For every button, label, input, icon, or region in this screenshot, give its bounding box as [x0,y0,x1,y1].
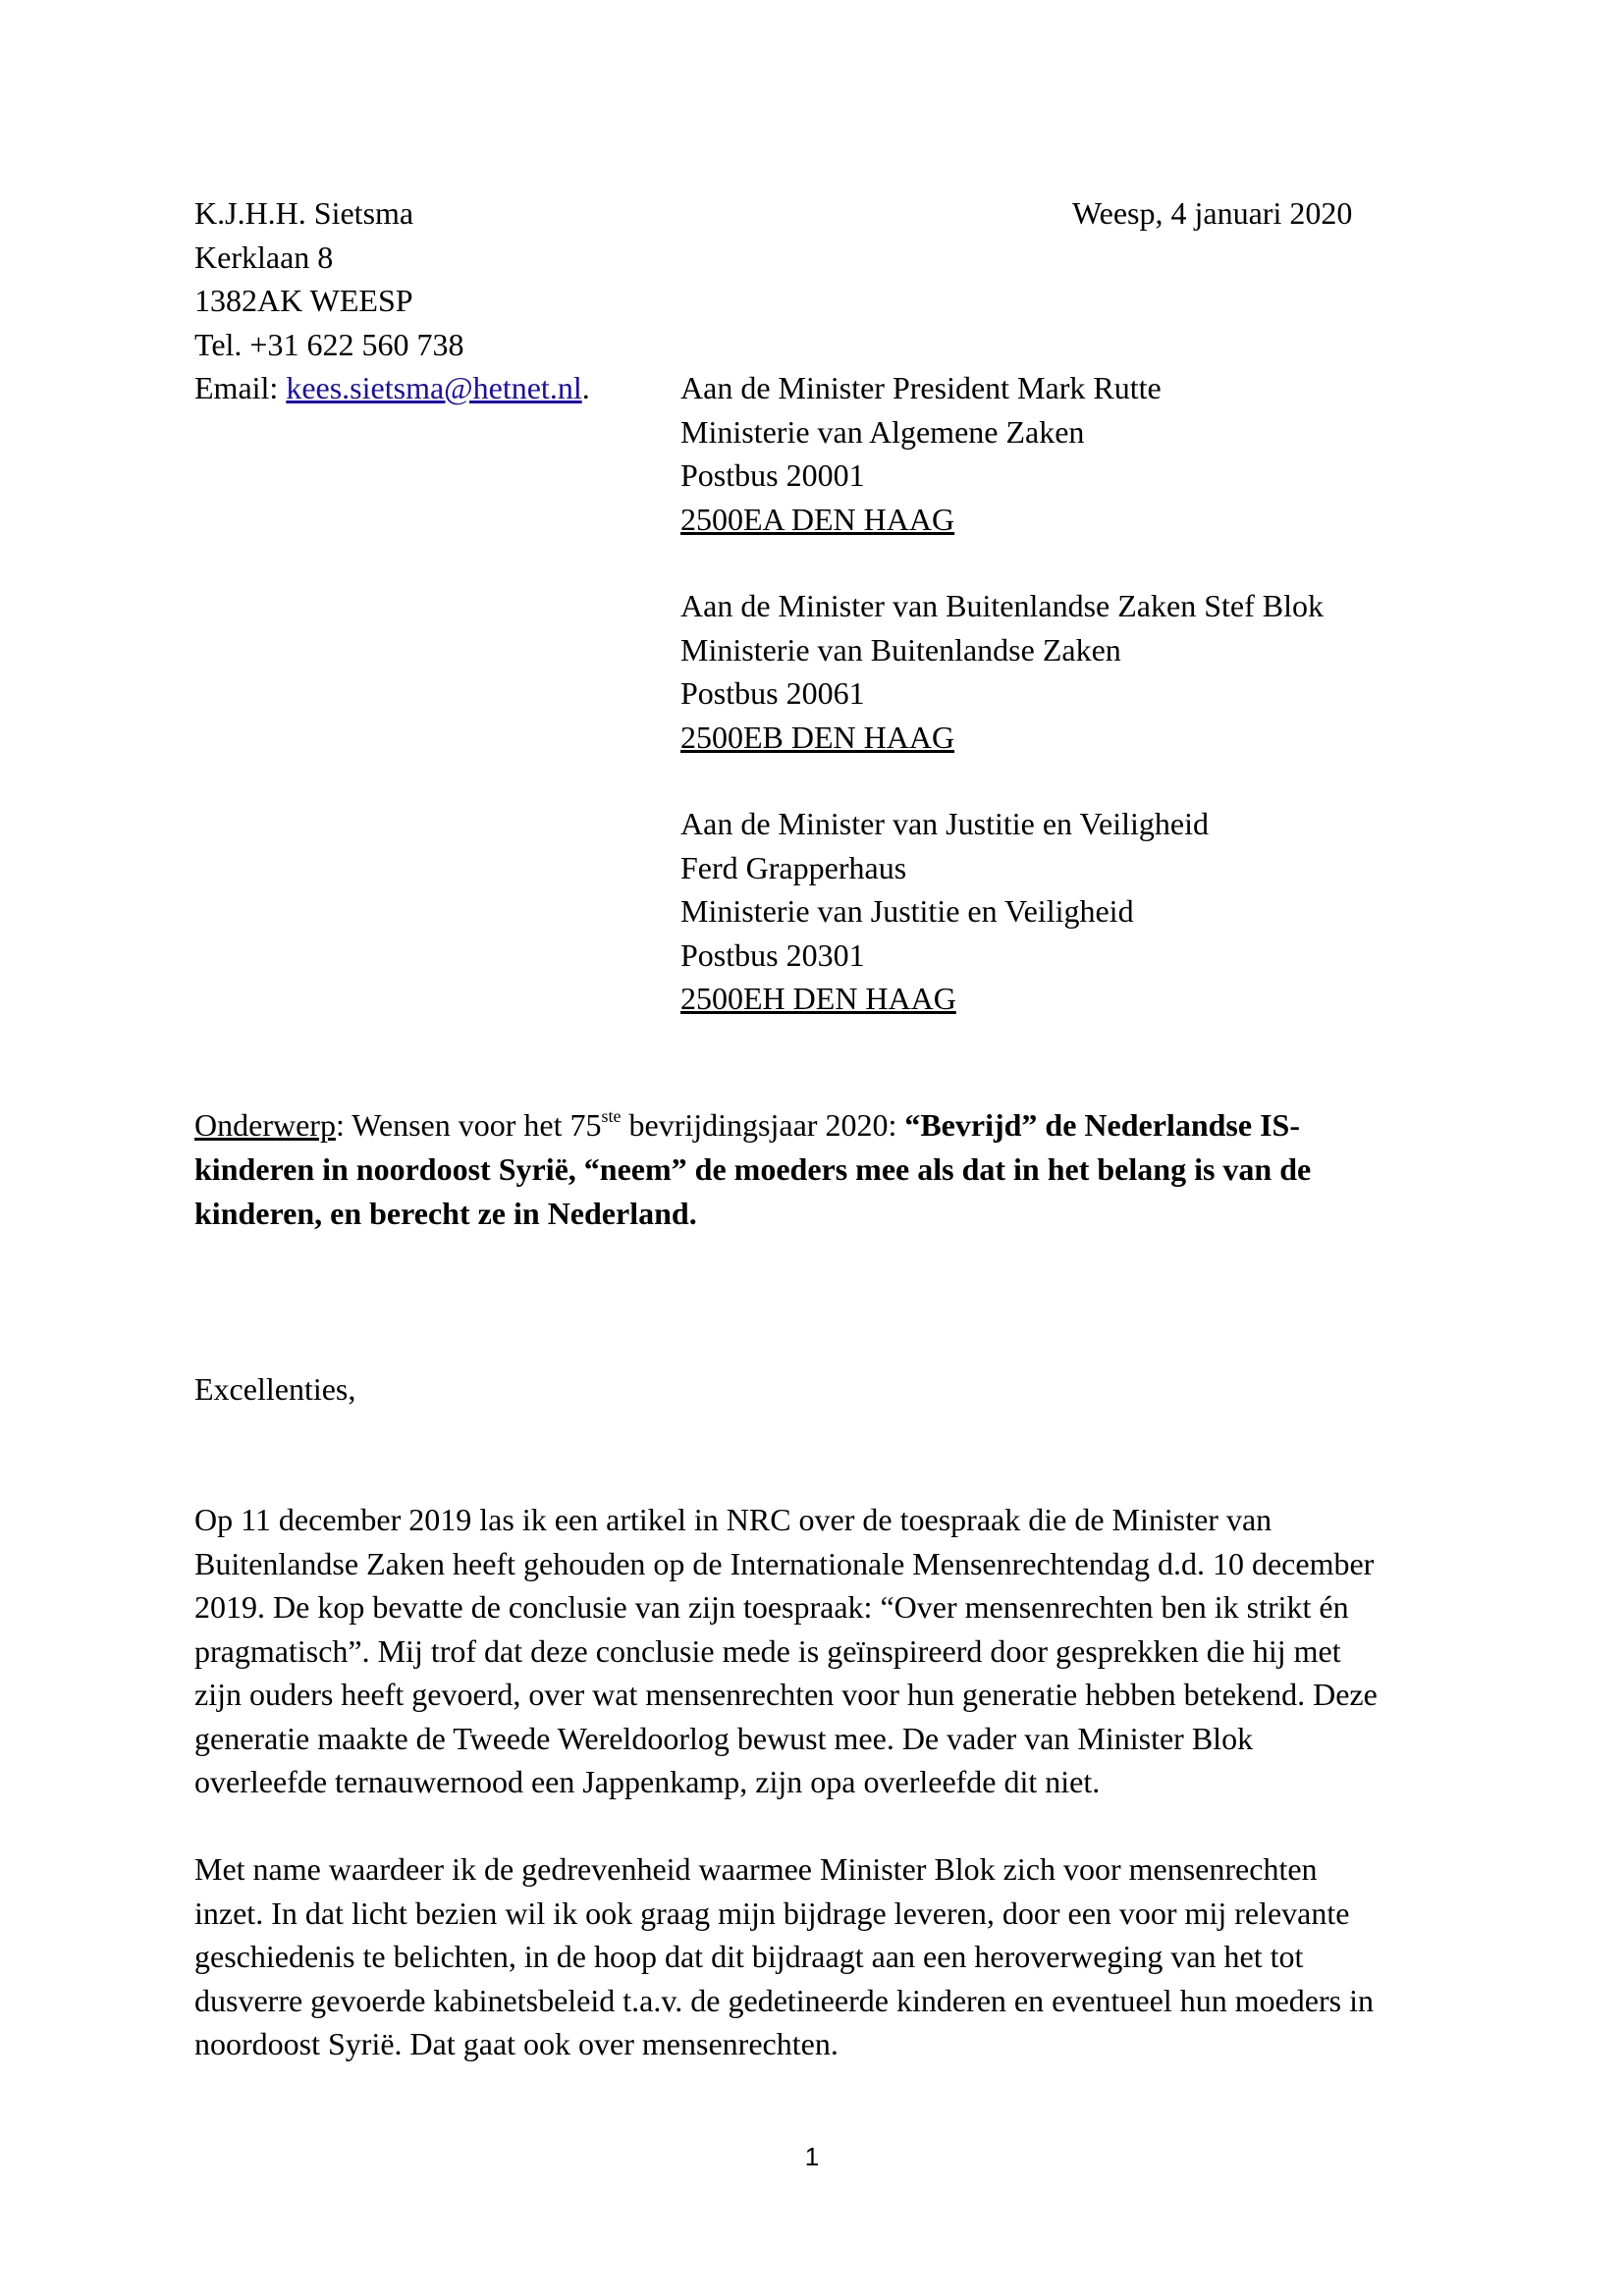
recipients-block [680,366,1324,1064]
body-paragraph-2 [194,1847,1461,2066]
sender-email-link[interactable]: kees.sietsma@hetnet.nl [286,370,582,405]
recipient-postal: 2500EH DEN HAAG [680,981,956,1016]
paragraph-line: dusverre gevoerde kabinetsbeleid t.a.v. de gedetineerde kinderen en eventueel hun moeders in [194,1982,1374,2018]
sender-block [194,191,590,410]
sender-name: K.J.H.H. Sietsma [194,195,414,231]
recipient-line: Ministerie van Buitenlandse Zaken [680,631,1121,667]
recipient-line: Ministerie van Justitie en Veiligheid [680,893,1134,929]
recipient-line: Aan de Minister van Justitie en Veiligheid [680,806,1209,841]
subject-superscript: ste [601,1106,622,1126]
subject-label: Onderwerp [194,1107,336,1143]
sender-phone: Tel. +31 622 560 738 [194,326,464,362]
paragraph-line: noordoost Syrië. Dat gaat ook over mensenrechten. [194,2026,839,2061]
paragraph-line: Buitenlandse Zaken heeft gehouden op de Internationale Mensenrechtendag d.d. 10 december [194,1545,1375,1581]
paragraph-line: inzet. In dat licht bezien wil ik ook graag mijn bijdrage leveren, door een voor mij relevante [194,1895,1350,1931]
paragraph-line: overleefde ternauwernood een Jappenkamp, zijn opa overleefde dit niet. [194,1764,1101,1799]
subject-bold-line2: kinderen in noordoost Syrië, “neem” de moeders mee als dat in het belang is van de [194,1151,1312,1187]
subject-bold-line1: “Bevrijd” de Nederlandse IS- [904,1107,1300,1143]
subject-mid: bevrijdingsjaar 2020: [621,1107,905,1143]
recipient-line: Ferd Grapperhaus [680,849,907,885]
recipient-line: Ministerie van Algemene Zaken [680,413,1085,450]
paragraph-line: Op 11 december 2019 las ik een artikel in NRC over de toespraak die de Minister van [194,1502,1272,1537]
sender-email-suffix: . [581,370,590,405]
recipient-prime-minister [680,366,1324,541]
paragraph-line: zijn ouders heeft gevoerd, over wat mensenrechten voor hun generatie hebben betekend. Deze [194,1677,1378,1712]
paragraph-line: generatie maakte de Tweede Wereldoorlog bewust mee. De vader van Minister Blok [194,1720,1254,1756]
sender-email-line [194,366,590,410]
letter-date: Weesp, 4 januari 2020 [1072,195,1353,231]
recipient-foreign-affairs [680,584,1324,759]
body-paragraph-1 [194,1498,1461,1804]
page-number: 1 [804,2142,820,2171]
sender-street: Kerklaan 8 [194,239,334,275]
recipient-line: Postbus 20301 [680,936,865,973]
subject-bold-line3: kinderen, en berecht ze in Nederland. [194,1196,697,1231]
subject-block [194,1103,1432,1236]
recipient-line: Postbus 20061 [680,675,865,711]
paragraph-line: Met name waardeer ik de gedrevenheid waarmee Minister Blok zich voor mensenrechten [194,1851,1318,1887]
paragraph-line: geschiedenis te belichten, in de hoop dat dit bijdraagt aan een heroverweging van het tot [194,1939,1304,1974]
paragraph-line: pragmatisch”. Mij trof dat deze conclusie mede is geïnspireerd door gesprekken die hij met [194,1632,1341,1669]
recipient-line: Postbus 20001 [680,457,865,493]
subject-colon: : [335,1107,352,1143]
salutation: Excellenties, [194,1371,356,1407]
sender-city: 1382AK WEESP [194,283,413,318]
recipient-postal: 2500EB DEN HAAG [680,719,955,755]
subject-prefix: Wensen voor het 75 [352,1107,602,1143]
recipient-justice [680,802,1324,1021]
sender-email-label: Email: [194,370,287,405]
paragraph-line: 2019. De kop bevatte de conclusie van zijn toespraak: “Over mensenrechten ben ik strikt én [194,1589,1349,1625]
recipient-postal: 2500EA DEN HAAG [680,501,955,537]
recipient-line: Aan de Minister President Mark Rutte [680,370,1162,405]
recipient-line: Aan de Minister van Buitenlandse Zaken Stef Blok [680,588,1324,623]
